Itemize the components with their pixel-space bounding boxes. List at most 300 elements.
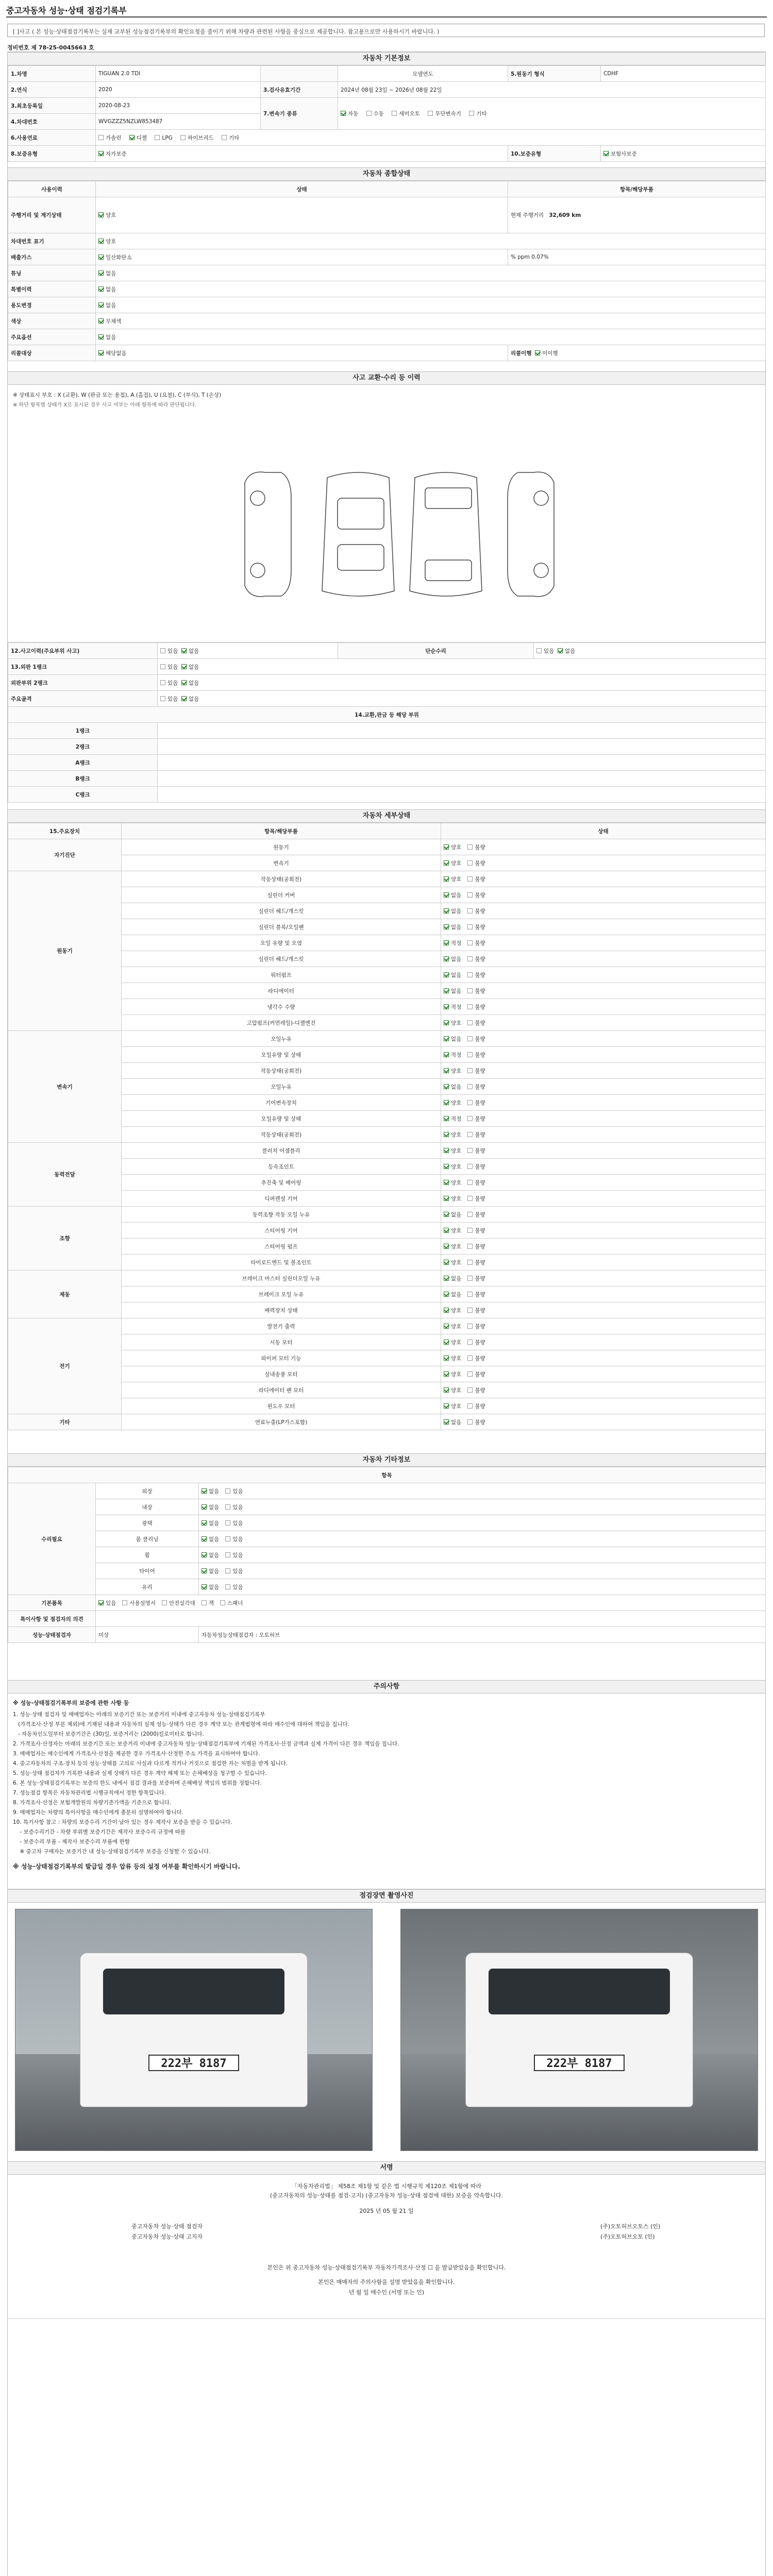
checkbox-icon <box>467 1355 473 1361</box>
basic-label: 2.연식 <box>8 82 96 98</box>
other-item: 유리 <box>96 1579 199 1595</box>
detail-state: 없음 불량 <box>441 919 766 935</box>
checkbox-icon <box>98 1600 104 1605</box>
detail-row <box>8 1207 766 1223</box>
detail-part: 오일 유량 및 오염 <box>122 935 441 951</box>
detail-part: 브레이크 마스터 실린더오일 누유 <box>122 1270 441 1286</box>
checkbox-icon <box>444 972 449 977</box>
checkbox-icon <box>444 1371 449 1377</box>
checkbox-icon <box>225 1536 230 1541</box>
detail-row <box>8 1255 766 1270</box>
checkbox-icon <box>467 908 473 913</box>
detail-part: 와이퍼 모터 기능 <box>122 1350 441 1366</box>
detail-part: 변속기 <box>122 855 441 871</box>
detail-row <box>8 951 766 967</box>
checkbox-icon <box>444 844 449 850</box>
detail-group: 기타 <box>8 1414 122 1430</box>
checkbox-icon <box>467 1244 473 1249</box>
fuel-options: 가솔린 디젤 LPG 하이브리드 기타 <box>96 130 766 146</box>
checkbox-icon <box>467 860 473 866</box>
detail-row <box>8 1350 766 1366</box>
other-item: 광택 <box>96 1515 199 1531</box>
license-plate: 222부 8187 <box>534 2055 625 2072</box>
checkbox-icon <box>444 1324 449 1329</box>
detail-part: 원동기 <box>122 839 441 855</box>
detail-state: 양호 불량 <box>441 1334 766 1350</box>
detail-state: 양호 불량 <box>441 1015 766 1031</box>
checkbox-icon <box>467 1180 473 1185</box>
detail-state: 없음 불량 <box>441 967 766 983</box>
checkbox-icon <box>181 680 187 685</box>
checkbox-icon <box>467 1371 473 1377</box>
other-group: 수리필요 <box>8 1483 96 1595</box>
detail-row <box>8 1159 766 1175</box>
note-line: - 보증수리 부품 - 제작사 보증수리 부품에 한함 <box>13 1839 130 1845</box>
detail-row <box>8 1063 766 1079</box>
checkbox-icon <box>98 212 104 217</box>
detail-row <box>8 1334 766 1350</box>
detail-state: 양호 불량 <box>441 871 766 887</box>
checkbox-icon <box>444 1068 449 1073</box>
detail-part: 스티어링 기어 <box>122 1223 441 1239</box>
section-notes-title: 주의사항 <box>8 1680 765 1693</box>
other-state: 없음 있음 <box>199 1483 766 1499</box>
checkbox-icon <box>98 286 104 292</box>
detail-row <box>8 1270 766 1286</box>
detail-row <box>8 839 766 855</box>
checkbox-icon <box>467 940 473 945</box>
section-accident-title: 사고 교환·수리 등 이력 <box>8 371 765 385</box>
basic-value: 보험사보증 <box>601 146 766 162</box>
detail-row <box>8 1239 766 1255</box>
detail-part: 작동상태(공회전) <box>122 1063 441 1079</box>
checkbox-icon <box>467 1100 473 1105</box>
detail-row <box>8 1095 766 1111</box>
detail-state: 없음 불량 <box>441 887 766 903</box>
status-mileage: 현재 주행거리 32,609 km <box>508 197 766 233</box>
checkbox-icon <box>201 1488 207 1494</box>
section-photos-title: 점검장면 촬영사진 <box>8 1889 765 1903</box>
basic-label: 6.사용연료 <box>8 130 96 146</box>
sign-text: (중고자동차의 성능·상태를 점검·고지) (중고자동차 성능·상태 점검에 대한) 보증을 약속합니다. <box>270 2192 503 2199</box>
sign-box <box>8 2175 765 2319</box>
checkbox-icon <box>467 1052 473 1057</box>
col-header: 사용이력 <box>8 181 96 197</box>
tools-label: 기본품목 <box>8 1595 96 1611</box>
detail-state: 양호 불량 <box>441 1350 766 1366</box>
detail-part: 실린더 헤드/개스킷 <box>122 903 441 919</box>
note-line: 9. 매매업자는 차량의 특이사항을 매수인에게 충분히 설명하여야 합니다. <box>13 1809 183 1816</box>
status-label: 차대번호 표기 <box>8 233 96 249</box>
detail-part: 오일누유 <box>122 1031 441 1047</box>
tools-state: 있음 사용설명서 안전삼각대 잭 스패너 <box>96 1595 766 1611</box>
checkbox-icon <box>467 924 473 929</box>
detail-part: 실린더 헤드/개스킷 <box>122 951 441 967</box>
checkbox-icon <box>201 1552 207 1557</box>
note-line: - 자동차인도일부터 보증기간은 (30)일, 보증거리는 (2000)킬로미터로 합니다. <box>13 1731 204 1737</box>
detail-row <box>8 967 766 983</box>
detail-state: 없음 불량 <box>441 1414 766 1430</box>
other-row <box>8 1531 766 1547</box>
basic-label: 1.차명 <box>8 66 96 82</box>
checkbox-icon <box>444 1212 449 1217</box>
detail-part: 발전기 출력 <box>122 1318 441 1334</box>
checkbox-icon <box>467 1084 473 1089</box>
checkbox-icon <box>467 1068 473 1073</box>
detail-state: 적정 불량 <box>441 999 766 1015</box>
detail-part: 배력장치 상태 <box>122 1302 441 1318</box>
other-item: 내장 <box>96 1499 199 1515</box>
checkbox-icon <box>467 1132 473 1137</box>
detail-row <box>8 1318 766 1334</box>
owner-value: 자동차성능상태점검자 : 오토허브 <box>199 1627 766 1643</box>
other-item: 룸 클리닝 <box>96 1531 199 1547</box>
detail-state: 양호 불량 <box>441 1318 766 1334</box>
note-line: 5. 성능·상태 점검자가 기록한 내용과 실제 상태가 다른 경우 계약 해제 또는 손해배상을 청구할 수 있습니다. <box>13 1770 267 1776</box>
detail-state: 양호 불량 <box>441 1239 766 1255</box>
checkbox-icon <box>467 1387 473 1393</box>
checkbox-icon <box>444 1260 449 1265</box>
checkbox-icon <box>220 1600 225 1605</box>
checkbox-icon <box>201 1536 207 1541</box>
detail-row <box>8 855 766 871</box>
detail-row <box>8 935 766 951</box>
detail-part: 작동상태(공회전) <box>122 1127 441 1143</box>
checkbox-icon <box>467 972 473 977</box>
status-label: 특별이력 <box>8 281 96 297</box>
checkbox-icon <box>444 1244 449 1249</box>
checkbox-icon <box>467 892 473 897</box>
checkbox-icon <box>467 1403 473 1409</box>
checkbox-icon <box>444 1020 449 1025</box>
checkbox-icon <box>444 892 449 897</box>
detail-part: 라디에이터 <box>122 983 441 999</box>
checkbox-icon <box>467 1148 473 1153</box>
legend-text: ※ 상태표시 부호 : X (교환), W (판금 또는 용접), A (흠집), U (요철), C (부식), T (손상) <box>13 392 222 398</box>
detail-state: 없음 불량 <box>441 1270 766 1286</box>
confirm-text: 년 월 일 매수인 (서명 또는 인) <box>348 2289 425 2296</box>
basic-value: 2020-08-23 <box>96 98 261 114</box>
checkbox-icon <box>444 860 449 866</box>
checkbox-icon <box>428 111 433 116</box>
checkbox-icon <box>467 844 473 850</box>
checkbox-icon <box>444 1148 449 1153</box>
basic-value: 모델연도 <box>338 66 508 82</box>
detail-group: 변속기 <box>8 1031 122 1143</box>
checkbox-icon <box>222 135 227 140</box>
detail-part: 클러치 어셈블리 <box>122 1143 441 1159</box>
detail-row <box>8 983 766 999</box>
sign-text: 「자동차관리법」 제58조 제1항 및 같은 법 시행규칙 제120조 제1항에 따라 <box>291 2183 482 2190</box>
checkbox-icon <box>467 1212 473 1217</box>
basic-value: 자가보증 <box>96 146 508 162</box>
checkbox-icon <box>444 1084 449 1089</box>
detail-state: 양호 불량 <box>441 1127 766 1143</box>
sign-left: 중고자동차 성능·상태 점검자 <box>131 2223 203 2230</box>
col-header: 항목/해당부품 <box>508 181 766 197</box>
note-line: - 보증수리기간 - 차량 부위별 보증기간은 제작사 보증수리 규정에 따름 <box>13 1829 186 1835</box>
status-state: 양호 <box>96 197 508 233</box>
confirm-text: 본인은 위 중고자동차 성능·상태점검기록부 자동차가격조사·산정 ☐ 을 발급받았음을 확인합니다. <box>267 2264 506 2271</box>
detail-state: 없음 불량 <box>441 903 766 919</box>
detail-row <box>8 1382 766 1398</box>
detail-row <box>8 1079 766 1095</box>
basic-info-table <box>8 65 766 162</box>
checkbox-icon <box>444 1004 449 1009</box>
detail-part: 고압펌프(커먼레일)-디젤엔진 <box>122 1015 441 1031</box>
detail-state: 적정 불량 <box>441 1111 766 1127</box>
notes-box <box>8 1693 765 1889</box>
detail-part: 실린더 블록/오일팬 <box>122 919 441 935</box>
checkbox-icon <box>444 1180 449 1185</box>
other-row <box>8 1515 766 1531</box>
detail-state: 없음 불량 <box>441 951 766 967</box>
checkbox-icon <box>444 1340 449 1345</box>
detail-state: 양호 불량 <box>441 1159 766 1175</box>
detail-state: 양호 불량 <box>441 1143 766 1159</box>
detail-state: 적정 불량 <box>441 935 766 951</box>
other-row <box>8 1547 766 1563</box>
detail-row <box>8 887 766 903</box>
detail-row <box>8 999 766 1015</box>
other-state: 없음 있음 <box>199 1499 766 1515</box>
detail-part: 등속조인트 <box>122 1159 441 1175</box>
checkbox-icon <box>467 956 473 961</box>
detail-state: 양호 불량 <box>441 1191 766 1207</box>
detail-state: 양호 불량 <box>441 855 766 871</box>
detail-part: 브레이크 오일 누유 <box>122 1286 441 1302</box>
other-state: 없음 있음 <box>199 1547 766 1563</box>
photo-rear <box>400 1909 758 2151</box>
other-row <box>8 1579 766 1595</box>
inspection-document <box>7 52 766 2576</box>
notice-box: [ ]사고 ( 본 성능·상태점검기록부는 실제 교부된 성능점검기록부의 확인요청을 줄이기 위해 차량과 관련된 사항을 중심으로 제공합니다. 참고용으로만 사용하시기 바랍니다. ) <box>7 24 765 37</box>
detail-state: 양호 불량 <box>441 1063 766 1079</box>
other-state: 없음 있음 <box>199 1515 766 1531</box>
other-row <box>8 1563 766 1579</box>
detail-part: 윈도우 모터 <box>122 1398 441 1414</box>
owner-label: 성능·상태점검자 <box>8 1627 96 1643</box>
checkbox-icon <box>160 664 165 669</box>
checkbox-icon <box>444 1387 449 1393</box>
col-header: 상태 <box>441 823 766 839</box>
checkbox-icon <box>467 988 473 993</box>
checkbox-icon <box>444 956 449 961</box>
detail-state: 양호 불량 <box>441 1398 766 1414</box>
note-line: 1. 성능·상태 점검자 및 매매업자는 아래의 보증기간 또는 보증거리 이내에 중고자동차 성능·상태점검기록부 <box>13 1711 265 1718</box>
sign-date: 2025 년 05 월 21 일 <box>359 2208 414 2214</box>
detail-part: 디퍼렌셜 기어 <box>122 1191 441 1207</box>
sign-left: 중고자동차 성능·상태 고지자 <box>131 2233 203 2240</box>
checkbox-icon <box>444 1116 449 1121</box>
detail-state: 없음 불량 <box>441 1079 766 1095</box>
checkbox-icon <box>225 1488 230 1494</box>
section-general-title: 자동차 종합상태 <box>8 167 765 181</box>
status-label: 리콜대상 <box>8 345 96 361</box>
checkbox-icon <box>98 151 104 156</box>
detail-group: 전기 <box>8 1318 122 1414</box>
col-header: 항목 <box>8 1467 766 1483</box>
confirm-text: 본인은 매매자의 주의사항을 설명 받았음을 확인합니다. <box>318 2279 455 2285</box>
transmission-options: 자동 수동 세미오토 무단변속기 기타 <box>338 98 766 130</box>
detail-state: 양호 불량 <box>441 1095 766 1111</box>
note-line: (가격조사·산정 부분 제외)에 기재된 내용과 자동차의 실제 성능·상태가 다른 경우 계약 또는 관계법령에 따라 매수인에 대하여 책임을 집니다. <box>13 1721 349 1727</box>
checkbox-icon <box>467 1116 473 1121</box>
checkbox-icon <box>558 648 563 653</box>
detail-part: 라디에이터 팬 모터 <box>122 1382 441 1398</box>
note-line: 4. 중고자동차의 구조·장치 등의 성능·상태를 고의로 사실과 다르게 적거나 거짓으로 점검한 자는 처벌을 받게 됩니다. <box>13 1760 288 1767</box>
note-line: 8. 가격조사·산정은 보험개발원의 차량기준가액을 기준으로 합니다. <box>13 1800 172 1806</box>
checkbox-icon <box>536 648 542 653</box>
detail-part: 시동 모터 <box>122 1334 441 1350</box>
notes-footer: ※ 성능·상태점검기록부의 발급일 경우 압류 등의 설정 여부를 확인하시기 바랍니다. <box>13 1863 240 1870</box>
note-line: 3. 매매업자는 매수인에게 가격조사·산정을 제공한 경우 가격조사·산정한 주소 가격을 표시하여야 합니다. <box>13 1751 260 1757</box>
license-plate: 222부 8187 <box>148 2055 239 2072</box>
section-sign-title: 서명 <box>8 2161 765 2175</box>
detail-group: 제동 <box>8 1270 122 1318</box>
checkbox-icon <box>444 1355 449 1361</box>
detail-table <box>8 823 766 1430</box>
basic-value: 2020 <box>96 82 261 98</box>
page-title: 중고자동차 성능·상태 점검기록부 <box>6 6 127 15</box>
checkbox-icon <box>98 255 104 260</box>
detail-row <box>8 1015 766 1031</box>
basic-value: CDHF <box>601 66 766 82</box>
checkbox-icon <box>98 318 104 324</box>
detail-row <box>8 919 766 935</box>
checkbox-icon <box>444 988 449 993</box>
checkbox-icon <box>467 1020 473 1025</box>
detail-state: 없음 불량 <box>441 1031 766 1047</box>
special-label: 특이사항 및 점검자의 의견 <box>8 1611 96 1627</box>
car-diagram-area <box>8 385 765 642</box>
special-value <box>96 1611 766 1627</box>
owner-status: 미상 <box>96 1627 199 1643</box>
checkbox-icon <box>467 1164 473 1169</box>
checkbox-icon <box>225 1584 230 1589</box>
checkbox-icon <box>467 1324 473 1329</box>
detail-row <box>8 1398 766 1414</box>
checkbox-icon <box>467 1292 473 1297</box>
other-row <box>8 1483 766 1499</box>
checkbox-icon <box>444 876 449 882</box>
checkbox-icon <box>98 239 104 244</box>
detail-part: 오일유량 및 상태 <box>122 1111 441 1127</box>
detail-row <box>8 1143 766 1159</box>
certificate-number: 정비번호 제 78-25-0045663 호 <box>7 44 94 51</box>
checkbox-icon <box>201 1504 207 1510</box>
notes-lines <box>13 1710 760 1857</box>
checkbox-icon <box>444 1308 449 1313</box>
detail-part: 타이로드엔드 및 볼조인트 <box>122 1255 441 1270</box>
detail-part: 연료누출(LP가스포함) <box>122 1414 441 1430</box>
detail-state: 양호 불량 <box>441 1302 766 1318</box>
checkbox-icon <box>160 648 165 653</box>
checkbox-icon <box>181 648 187 653</box>
detail-row <box>8 903 766 919</box>
checkbox-icon <box>467 1036 473 1041</box>
checkbox-icon <box>444 1196 449 1201</box>
note-line: ※ 중고차 구매자는 보증기간 내 성능·상태점검기록부 보증을 신청할 수 있습니다. <box>13 1849 211 1855</box>
checkbox-icon <box>181 664 187 669</box>
basic-label: 4.차대번호 <box>8 114 96 130</box>
checkbox-icon <box>467 1196 473 1201</box>
detail-part: 워터펌프 <box>122 967 441 983</box>
checkbox-icon <box>225 1504 230 1510</box>
legend-text-2: ※ 하단 항목별 상태가 X로 표시된 경우 사고 여부는 아래 항목에 따라 판단됩니다. <box>13 402 197 408</box>
checkbox-icon <box>467 1004 473 1009</box>
status-label: 용도변경 <box>8 297 96 313</box>
checkbox-icon <box>98 334 104 340</box>
checkbox-icon <box>162 1600 167 1605</box>
basic-label: 8.보증유형 <box>8 146 96 162</box>
other-state: 없음 있음 <box>199 1579 766 1595</box>
general-status-table: 사용이력 상태 항목/해당부품 주행거리 및 계기상태 양호 현재 주행거리 32,609 km 차대번호 표기 양호 배출가스 일산화탄소 % ppm 0.07% 튜닝 없음 특별이력 없음 용도변경 없음 색상 무채색 주요옵션 없음 리콜대상 해당없음 리콜이행 미이행 <box>8 181 766 361</box>
section-other-title: 자동차 기타정보 <box>8 1453 765 1467</box>
checkbox-icon <box>181 696 187 701</box>
sign-right: (주)오토허브오토 (인) <box>600 2233 655 2240</box>
checkbox-icon <box>392 111 397 116</box>
detail-part: 실린더 커버 <box>122 887 441 903</box>
checkbox-icon <box>467 1419 473 1425</box>
checkbox-icon <box>341 111 346 116</box>
detail-state: 양호 불량 <box>441 1366 766 1382</box>
other-item: 휠 <box>96 1547 199 1563</box>
detail-part: 실내송풍 모터 <box>122 1366 441 1382</box>
detail-part: 작동상태(공회전) <box>122 871 441 887</box>
other-info-table <box>8 1467 766 1643</box>
basic-label: 3.최초등록일 <box>8 98 96 114</box>
status-label: 주요옵션 <box>8 329 96 345</box>
checkbox-icon <box>366 111 372 116</box>
section-detail-title: 자동차 세부상태 <box>8 809 765 823</box>
checkbox-icon <box>444 1228 449 1233</box>
other-state: 없음 있음 <box>199 1563 766 1579</box>
checkbox-icon <box>160 680 165 685</box>
checkbox-icon <box>535 350 540 355</box>
checkbox-icon <box>201 1584 207 1589</box>
detail-part: 냉각수 수량 <box>122 999 441 1015</box>
checkbox-icon <box>467 876 473 882</box>
sign-right: (주)오토허브오토스 (인) <box>600 2223 661 2230</box>
basic-value: 2024년 08월 23일 ~ 2026년 08월 22일 <box>338 82 766 98</box>
checkbox-icon <box>225 1568 230 1573</box>
checkbox-icon <box>160 696 165 701</box>
note-line: 6. 본 성능·상태점검기록부는 보증의 한도 내에서 점검 결과를 보증하며 손해배상 책임의 범위를 정합니다. <box>13 1780 262 1786</box>
notes-heading: ※ 성능·상태점검기록부의 보증에 관한 사항 등 <box>13 1700 129 1706</box>
checkbox-icon <box>98 135 104 140</box>
detail-row <box>8 1366 766 1382</box>
checkbox-icon <box>444 908 449 913</box>
basic-label <box>261 66 338 82</box>
detail-state: 양호 불량 <box>441 839 766 855</box>
detail-row <box>8 1223 766 1239</box>
checkbox-icon <box>444 1403 449 1409</box>
detail-row <box>8 1127 766 1143</box>
section-basic-title: 자동차 기본정보 <box>8 52 765 65</box>
checkbox-icon <box>444 924 449 929</box>
checkbox-icon <box>444 1164 449 1169</box>
detail-state: 적정 불량 <box>441 1047 766 1063</box>
col-header: 상태 <box>96 181 508 197</box>
checkbox-icon <box>444 1292 449 1297</box>
detail-state: 양호 불량 <box>441 1255 766 1270</box>
detail-group: 자기진단 <box>8 839 122 871</box>
checkbox-icon <box>180 135 186 140</box>
other-item: 외장 <box>96 1483 199 1499</box>
accident-table: 12.사고이력(주요부위 사고) 있음 없음 단순수리 있음 없음 13.외판 1랭크 있음 없음 외판부위 2랭크 있음 없음 주요골격 있음 없음 14.교환,판금 등 해당 부위 1랭크 2랭크 A랭크 B랭크 C랭크 <box>8 642 766 803</box>
checkbox-icon <box>122 1600 127 1605</box>
